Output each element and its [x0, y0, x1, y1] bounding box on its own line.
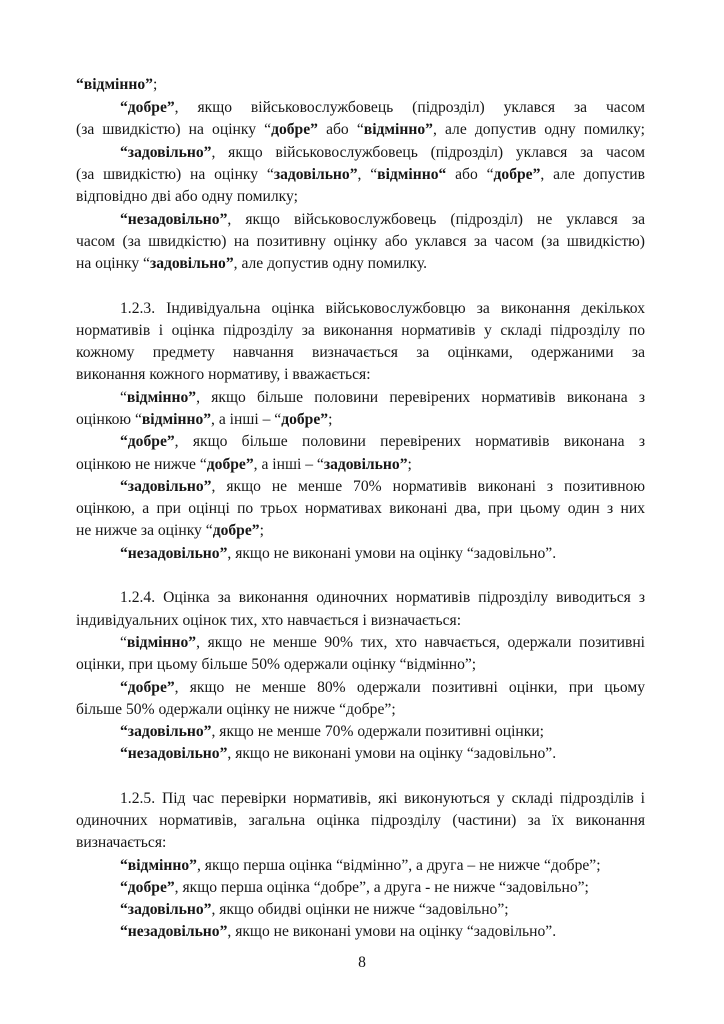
text-run: 1.2.4. Оцінка за виконання одиночних нормативів підрозділу виводиться з — [120, 589, 645, 606]
text-run: виконання кожного нормативу, і вважається: — [76, 366, 371, 383]
bold-text: відмінно” — [141, 411, 212, 428]
bold-text: “незадовільно” — [120, 211, 228, 228]
text-run: , якщо не менше 70% одержали позитивні оцінки; — [211, 723, 545, 740]
text-line — [76, 187, 645, 207]
text-run: на оцінку “ — [76, 255, 150, 272]
text-run: , але допустив одну помилку; — [432, 121, 645, 138]
text-run: , якщо перша оцінка “відмінно”, а друга – не нижче “добре”; — [196, 857, 601, 874]
text-run: (за швидкістю) на оцінку “ — [76, 166, 274, 183]
text-run: , “ — [357, 166, 378, 183]
text-run: , якщо перша оцінка “добре”, а друга - не нижче “задовільно”; — [174, 879, 589, 896]
bold-text: відмінно” — [126, 634, 197, 651]
text-line — [120, 299, 645, 319]
text-run: або “ — [446, 166, 494, 183]
bold-text: добре” — [493, 166, 541, 183]
text-run: , якщо не менше 70% нормативів виконані з позитивною — [211, 478, 645, 495]
text-line — [76, 521, 645, 541]
bold-text: “задовільно” — [120, 723, 212, 740]
text-line — [120, 744, 645, 764]
text-line — [120, 210, 645, 230]
text-run: 1.2.3. Індивідуальна оцінка військовослужбовцю за виконання декількох — [120, 300, 645, 317]
text-run: (за швидкістю) на оцінку “ — [76, 121, 272, 138]
text-line — [120, 432, 645, 452]
text-line — [120, 588, 645, 608]
text-line — [120, 143, 645, 163]
text-run: , але допустив — [540, 166, 646, 183]
text-line — [76, 700, 645, 720]
text-run: часом (за швидкістю) на позитивну оцінку або уклався за часом (за швидкістю) — [76, 233, 645, 250]
text-line — [76, 811, 645, 831]
bold-text: “задовільно” — [120, 901, 212, 918]
text-line — [120, 789, 645, 809]
text-run: ; — [407, 456, 412, 473]
text-run: , якщо більше половини перевірених нормативів виконана з — [196, 389, 645, 406]
text-run: “ — [120, 634, 127, 651]
bold-text: добре” — [206, 456, 254, 473]
bold-text: задовільно” — [273, 166, 358, 183]
text-run: , якщо обидві оцінки не нижче “задовільно”; — [211, 901, 509, 918]
text-line — [76, 655, 645, 675]
text-run: , якщо не менше 80% одержали позитивні оцінки, при цьому — [174, 679, 645, 696]
text-run: оцінкою не нижче “ — [76, 456, 207, 473]
text-line — [76, 120, 645, 140]
bold-text: “відмінно” — [120, 857, 197, 874]
text-line — [120, 922, 645, 942]
text-line — [120, 722, 645, 742]
bold-text: “незадовільно” — [120, 745, 228, 762]
bold-text: “добре” — [120, 679, 175, 696]
text-run: ; — [152, 76, 158, 93]
bold-text: відмінно” — [126, 389, 197, 406]
text-run: , якщо не менше 90% тих, хто навчається, одержали позитивні — [196, 634, 645, 651]
text-line — [120, 856, 645, 876]
text-run: , а інші – “ — [211, 411, 282, 428]
text-line — [120, 678, 645, 698]
bold-text: “добре” — [120, 879, 175, 896]
text-run: нормативів і оцінка підрозділу за виконання нормативів у складі підрозділу по — [76, 322, 645, 339]
page-number: 8 — [358, 954, 366, 971]
text-run: відповідно дві або одну помилку; — [76, 188, 298, 205]
text-run: більше 50% одержали оцінку не нижче “добре”; — [76, 701, 396, 718]
text-run: , якщо військовослужбовець (підрозділ) уклався за часом — [211, 144, 645, 161]
text-line — [120, 388, 645, 408]
text-run: або “ — [317, 121, 364, 138]
text-run: одиночних нормативів, загальна оцінка підрозділу (частини) за їх виконання — [76, 812, 645, 829]
text-run: оцінки, при цьому більше 50% одержали оцінку “відмінно”; — [76, 656, 477, 673]
text-run: 1.2.5. Під час перевірки нормативів, які виконуються у складі підрозділів і — [120, 790, 645, 807]
text-line — [76, 833, 645, 853]
text-run: оцінкою, а при оцінці по трьох нормативах виконані два, при цьому один з них — [76, 500, 645, 517]
text-line — [120, 477, 645, 497]
text-line — [76, 611, 645, 631]
bold-text: “незадовільно” — [120, 545, 228, 562]
text-run: визначається: — [76, 834, 167, 851]
text-run: , якщо військовослужбовець (підрозділ) не уклався за — [227, 211, 645, 228]
bold-text: “відмінно” — [76, 76, 153, 93]
text-line — [120, 878, 645, 898]
text-run: оцінкою “ — [76, 411, 142, 428]
bold-text: добре” — [212, 522, 260, 539]
text-line — [76, 165, 645, 185]
bold-text: “задовільно” — [120, 144, 212, 161]
text-line — [76, 499, 645, 519]
bold-text: добре” — [281, 411, 329, 428]
bold-text: “задовільно” — [120, 478, 212, 495]
text-line — [76, 365, 645, 385]
text-run: кожному предмету навчання визначається за оцінками, одержаними за — [76, 344, 645, 361]
bold-text: “добре” — [120, 99, 175, 116]
text-line — [76, 321, 645, 341]
bold-text: відмінно“ — [377, 166, 447, 183]
text-line — [120, 900, 645, 920]
text-line — [76, 410, 645, 430]
bold-text: задовільно” — [149, 255, 234, 272]
text-run: , якщо не виконані умови на оцінку “задовільно”. — [227, 545, 557, 562]
text-run: , але допустив одну помилку. — [233, 255, 427, 272]
bold-text: “незадовільно” — [120, 923, 228, 940]
text-run: ; — [328, 411, 333, 428]
text-run: , якщо не виконані умови на оцінку “задовільно”. — [227, 923, 557, 940]
text-line — [120, 633, 645, 653]
bold-text: відмінно” — [363, 121, 433, 138]
text-line — [120, 98, 645, 118]
bold-text: “добре” — [120, 433, 175, 450]
text-line — [76, 232, 645, 252]
text-line — [76, 343, 645, 363]
text-line — [120, 544, 645, 564]
text-run: , якщо більше половини перевірених нормативів виконана з — [174, 433, 645, 450]
text-run: “ — [120, 389, 127, 406]
text-line — [76, 455, 645, 475]
text-line — [76, 254, 645, 274]
text-run: , якщо не виконані умови на оцінку “задовільно”. — [227, 745, 557, 762]
text-run: , а інші – “ — [253, 456, 324, 473]
text-line — [76, 75, 645, 95]
text-run: , якщо військовослужбовець (підрозділ) уклався за часом — [174, 99, 645, 116]
text-run: індивідуальних оцінок тих, хто навчається і визначається: — [76, 612, 462, 629]
text-run: ; — [259, 522, 264, 539]
bold-text: задовільно” — [323, 456, 408, 473]
text-run: не нижче за оцінку “ — [76, 522, 213, 539]
bold-text: добре” — [271, 121, 318, 138]
